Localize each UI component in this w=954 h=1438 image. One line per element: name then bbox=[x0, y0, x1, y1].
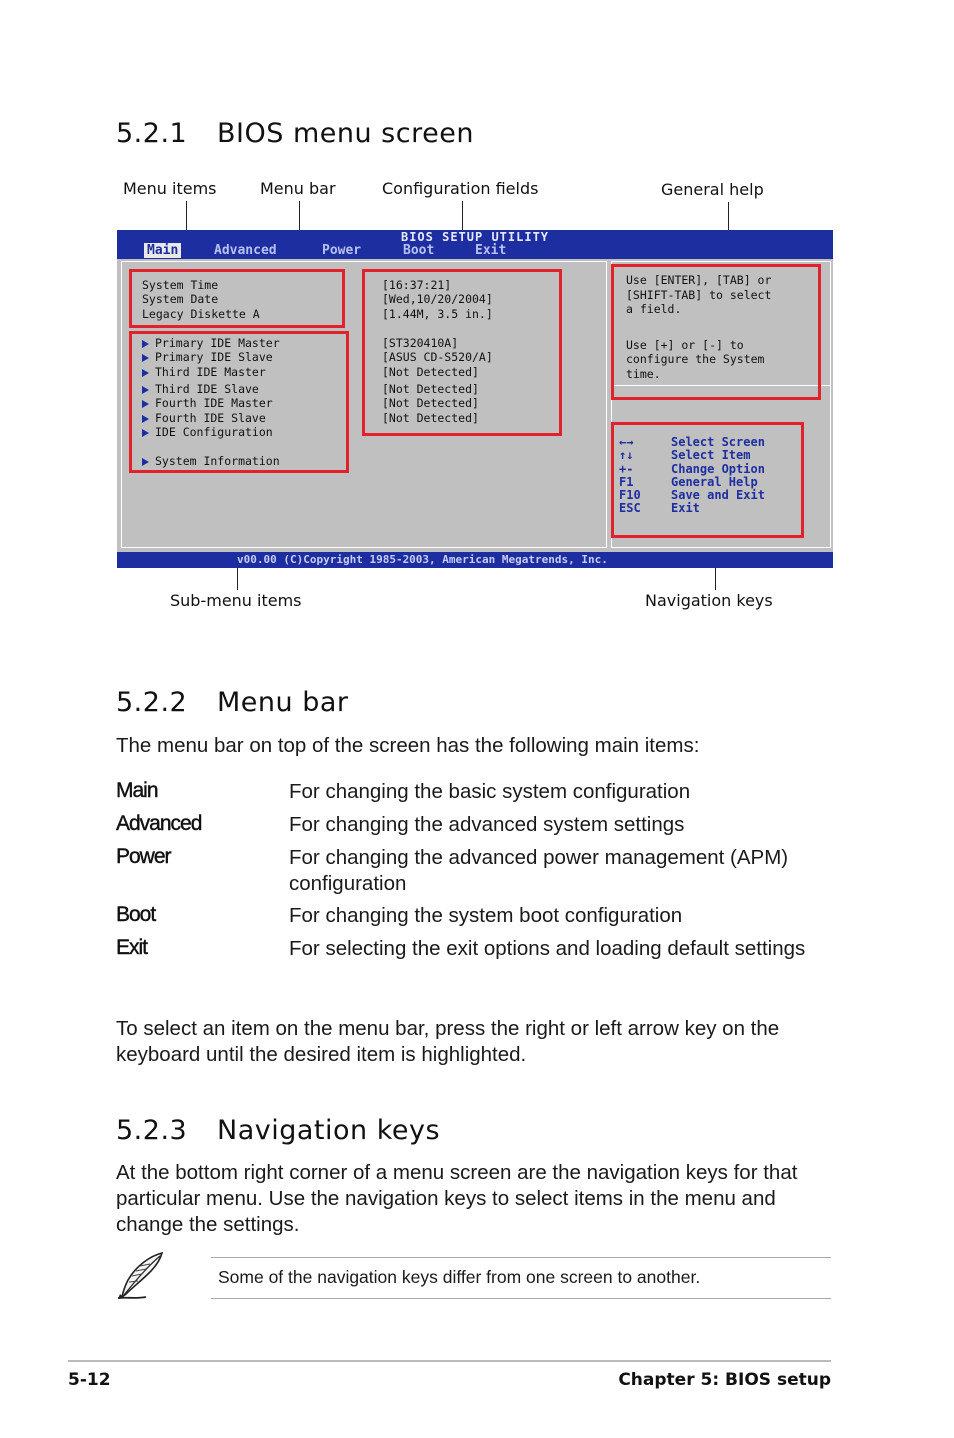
menu-bar-outro: To select an item on the menu bar, press the right or left arrow key on the keyboard until the desired item is highlighted. bbox=[116, 1017, 780, 1066]
section-number: 5.2.2 bbox=[116, 687, 188, 718]
chapter-title: Chapter 5: BIOS setup bbox=[618, 1370, 831, 1390]
bios-title: BIOS SETUP UTILITY bbox=[400, 230, 550, 244]
section-heading-5-2-1 bbox=[116, 118, 474, 149]
menu-def-main: For changing the basic system configuration bbox=[289, 780, 691, 803]
bios-copyright: v00.00 (C)Copyright 1985-2003, American Megatrends, Inc. bbox=[237, 553, 608, 566]
highlight-general-help bbox=[611, 264, 821, 400]
feather-pen-icon bbox=[112, 1250, 168, 1302]
callout-menu-items: Menu items bbox=[123, 179, 217, 198]
section-title: Menu bar bbox=[217, 687, 349, 718]
bios-config-field[interactable]: [1.44M, 3.5 in.] bbox=[382, 307, 493, 321]
nav-key-label: Save and Exit bbox=[671, 488, 765, 502]
bios-config-field: [Not Detected] bbox=[382, 382, 479, 396]
submenu-label: Third IDE Master bbox=[155, 365, 266, 379]
nav-key: F1 bbox=[619, 475, 634, 489]
bios-help-line: time. bbox=[626, 367, 661, 381]
bios-config-field[interactable]: [16:37:21] bbox=[382, 278, 452, 292]
submenu-label: Primary IDE Slave bbox=[155, 350, 273, 364]
callout-navigation-keys: Navigation keys bbox=[645, 591, 773, 610]
section-heading-5-2-2 bbox=[116, 687, 349, 718]
page-number: 5-12 bbox=[68, 1370, 111, 1390]
bios-help-line: a field. bbox=[626, 302, 682, 316]
highlight-sub-menu-items bbox=[129, 331, 349, 473]
nav-key-label: General Help bbox=[671, 475, 758, 489]
bios-help-line: Use [ENTER], [TAB] or bbox=[626, 273, 772, 287]
submenu-label: Third IDE Slave bbox=[155, 382, 259, 396]
menu-bar-intro: The menu bar on top of the screen has the following main items: bbox=[116, 734, 700, 757]
nav-key: ←→ bbox=[619, 435, 634, 449]
highlight-menu-items bbox=[129, 269, 345, 328]
bios-config-field: [ST320410A] bbox=[382, 336, 459, 350]
bios-help-line: [SHIFT-TAB] to select bbox=[626, 288, 772, 302]
bios-config-field[interactable]: [Wed,10/20/2004] bbox=[382, 292, 493, 306]
bios-tab-advanced[interactable]: Advanced bbox=[214, 243, 277, 258]
callout-general-help: General help bbox=[661, 180, 764, 199]
nav-key: ESC bbox=[619, 501, 641, 515]
section-number: 5.2.1 bbox=[116, 118, 188, 149]
menu-term-boot: Boot bbox=[116, 903, 156, 926]
nav-key-label: Select Screen bbox=[671, 435, 765, 449]
bios-help-line: Use [+] or [-] to bbox=[626, 338, 744, 352]
note-text: Some of the navigation keys differ from one screen to another. bbox=[218, 1267, 701, 1287]
bios-config-field: [ASUS CD-S520/A] bbox=[382, 350, 493, 364]
menu-def-exit: For selecting the exit options and loading default settings bbox=[289, 937, 806, 960]
bios-config-field: [Not Detected] bbox=[382, 396, 479, 410]
menu-def-power: For changing the advanced power management (APM) configuration bbox=[289, 846, 789, 895]
bios-menu-item-system-date[interactable]: System Date bbox=[142, 292, 219, 306]
section-title: BIOS menu screen bbox=[217, 118, 474, 149]
submenu-label: Fourth IDE Slave bbox=[155, 411, 266, 425]
nav-key-label: Change Option bbox=[671, 462, 765, 476]
menu-term-main: Main bbox=[116, 779, 158, 802]
nav-key-label: Select Item bbox=[671, 448, 751, 462]
menu-def-advanced: For changing the advanced system settings bbox=[289, 813, 685, 836]
bios-tab-exit[interactable]: Exit bbox=[475, 243, 507, 258]
menu-term-exit: Exit bbox=[116, 936, 148, 959]
bios-status-bar bbox=[117, 552, 833, 568]
callout-menu-bar: Menu bar bbox=[260, 179, 336, 198]
section-title: Navigation keys bbox=[217, 1115, 441, 1146]
highlight-config-fields bbox=[362, 269, 562, 436]
nav-key: +- bbox=[619, 462, 634, 476]
bios-menu-item-system-time[interactable]: System Time bbox=[142, 278, 219, 292]
section-number: 5.2.3 bbox=[116, 1115, 188, 1146]
callout-sub-menu-items: Sub-menu items bbox=[170, 591, 302, 610]
bios-menu-bar bbox=[117, 230, 833, 259]
bios-tab-boot[interactable]: Boot bbox=[403, 243, 435, 258]
submenu-label: System Information bbox=[155, 454, 280, 468]
menu-term-power: Power bbox=[116, 845, 171, 868]
nav-key-label: Exit bbox=[671, 501, 700, 515]
footer-rule bbox=[68, 1360, 831, 1362]
leader-line-menu-bar bbox=[299, 201, 300, 231]
submenu-label: IDE Configuration bbox=[155, 425, 273, 439]
submenu-label: Primary IDE Master bbox=[155, 336, 280, 350]
note-box bbox=[211, 1257, 831, 1299]
bios-config-field: [Not Detected] bbox=[382, 365, 479, 379]
bios-tab-power[interactable]: Power bbox=[322, 243, 362, 258]
highlight-navigation-keys bbox=[611, 422, 804, 538]
bios-config-field: [Not Detected] bbox=[382, 411, 479, 425]
menu-def-boot: For changing the system boot configuration bbox=[289, 904, 683, 927]
section-heading-5-2-3 bbox=[116, 1115, 440, 1146]
menu-term-advanced: Advanced bbox=[116, 812, 202, 835]
bios-menu-item-legacy-diskette[interactable]: Legacy Diskette A bbox=[142, 307, 260, 321]
callout-configuration-fields: Configuration fields bbox=[382, 179, 539, 198]
navigation-keys-body: At the bottom right corner of a menu screen are the navigation keys for that particular menu. Use the navigation keys to select items in the menu and change the settings. bbox=[116, 1161, 798, 1236]
nav-key: F10 bbox=[619, 488, 641, 502]
bios-help-line: configure the System bbox=[626, 352, 765, 366]
submenu-label: Fourth IDE Master bbox=[155, 396, 273, 410]
bios-tab-main[interactable]: Main bbox=[144, 243, 181, 258]
nav-key: ↑↓ bbox=[619, 448, 634, 462]
